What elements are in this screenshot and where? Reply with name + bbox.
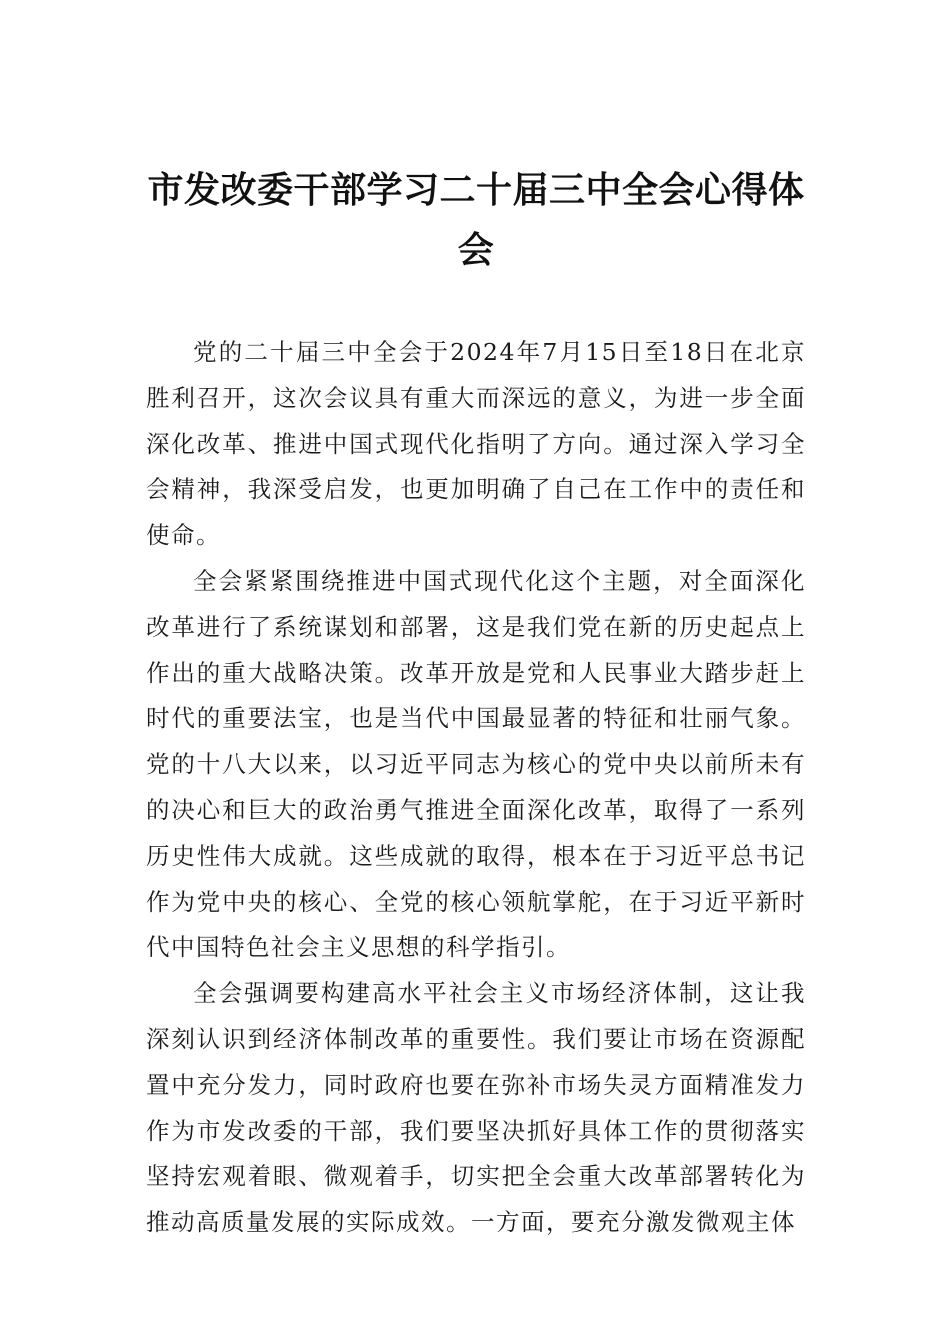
paragraph-3: 全会强调要构建高水平社会主义市场经济体制，这让我深刻认识到经济体制改革的重要性。我们要让市场在资源配置中充分发力，同时政府也要在弥补市场失灵方面精准发力作为市发改委的干部，我们要坚决抓好具体工作的贯彻落实坚持宏观着眼、微观着手，切实把全会重大改革部署转化为推动高质量发展的实际成效。一方面，要充分激发微观主体 <box>146 979 806 1237</box>
paragraph-2: 全会紧紧围绕推进中国式现代化这个主题，对全面深化改革进行了系统谋划和部署，这是我们党在新的历史起点上作出的重大战略决策。改革开放是党和人民事业大踏步赶上时代的重要法宝，也是当代中国最显著的特征和壮丽气象。党的十八大以来，以习近平同志为核心的党中央以前所未有的决心和巨大的政治勇气推进全面深化改革，取得了一系列历史性伟大成就。这些成就的取得，根本在于习近平总书记作为党中央的核心、全党的核心领航掌舵，在于习近平新时代中国特色社会主义思想的科学指引。 <box>146 566 806 962</box>
paragraph-1: 党的二十届三中全会于2024年7月15日至18日在北京胜利召开，这次会议具有重大而深远的意义，为进一步全面深化改革、推进中国式现代化指明了方向。通过深入学习全会精神，我深受启发，也更加明确了自己在工作中的责任和使命。 <box>146 338 806 550</box>
document-body <box>146 330 806 1246</box>
document-title: 市发改委干部学习二十届三中全会心得体会 <box>147 169 805 271</box>
